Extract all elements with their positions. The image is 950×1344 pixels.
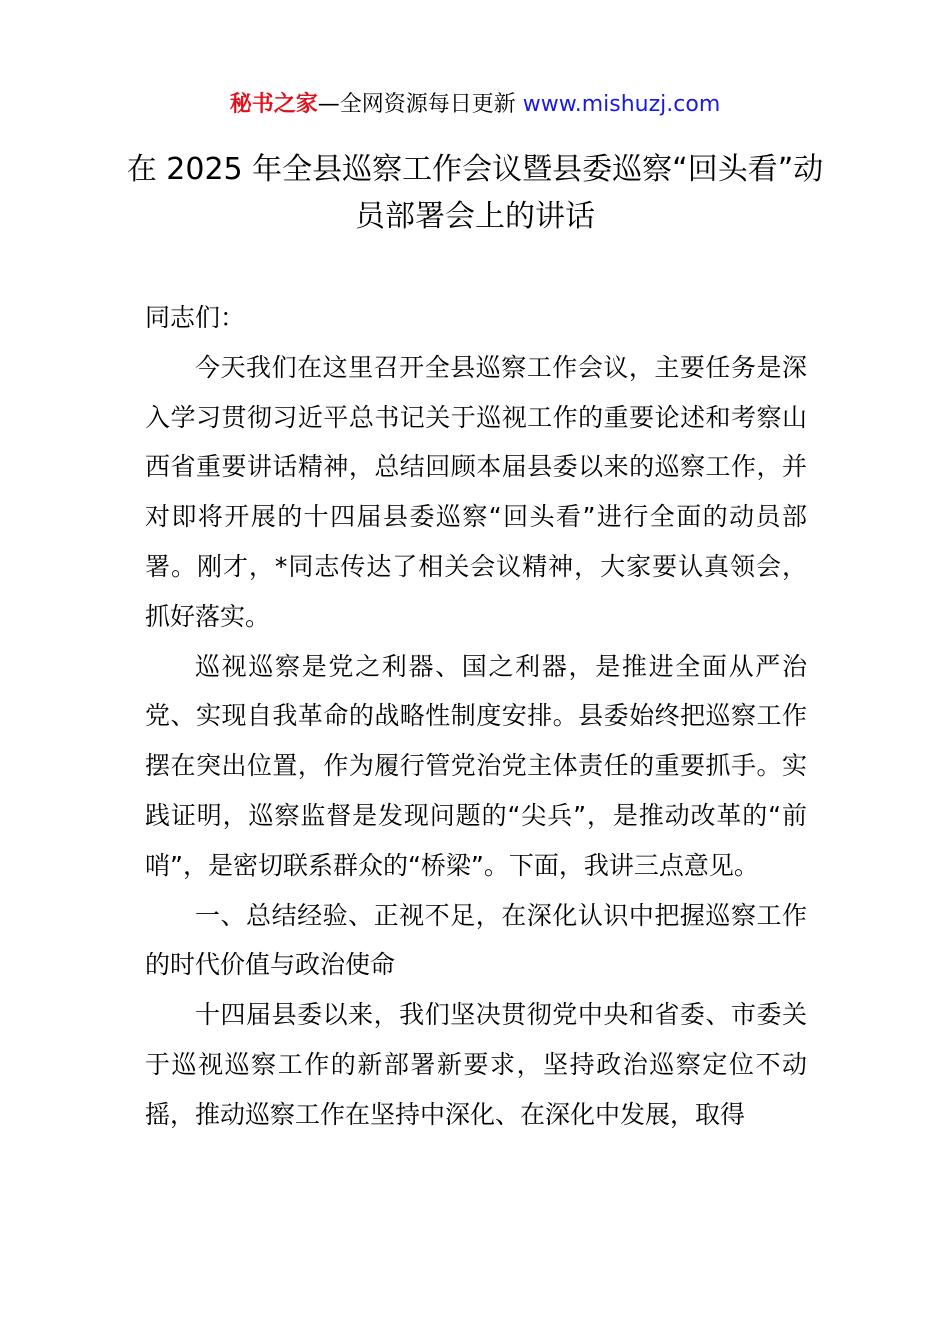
salutation: 同志们： xyxy=(145,303,246,332)
header-tagline: —全网资源每日更新 xyxy=(317,92,523,117)
brand-name: 秘书之家 xyxy=(229,92,318,117)
site-url-link[interactable]: www.mishuzj.com xyxy=(522,92,721,117)
body-paragraph: 巡视巡察是党之利器、国之利器，是推进全面从严治党、实现自我革命的战略性制度安排。县委始终把巡察工作摆在突出位置，作为履行管党治党主体责任的重要抓手。实践证明，巡察监督是发现问题的“尖兵”，是推动改革的“前哨”，是密切联系群众的“桥梁”。下面，我讲三点意见。 xyxy=(145,651,807,880)
document-body xyxy=(145,293,807,1140)
section-heading: 一、总结经验、正视不足，在深化认识中把握巡察工作的时代价值与政治使命 xyxy=(145,900,807,980)
document-title: 在 2025 年全县巡察工作会议暨县委巡察“回头看”动员部署会上的讲话 xyxy=(126,152,824,234)
body-paragraph: 今天我们在这里召开全县巡察工作会议，主要任务是深入学习贯彻习近平总书记关于巡视工作的重要论述和考察山西省重要讲话精神，总结回顾本届县委以来的巡察工作，并对即将开展的十四届县委巡察“回头看”进行全面的动员部署。刚才，*同志传达了相关会议精神，大家要认真领会，抓好落实。 xyxy=(145,352,807,631)
body-paragraph: 十四届县委以来，我们坚决贯彻党中央和省委、市委关于巡视巡察工作的新部署新要求，坚持政治巡察定位不动摇，推动巡察工作在坚持中深化、在深化中发展，取得 xyxy=(145,1000,807,1129)
site-header xyxy=(0,88,950,122)
